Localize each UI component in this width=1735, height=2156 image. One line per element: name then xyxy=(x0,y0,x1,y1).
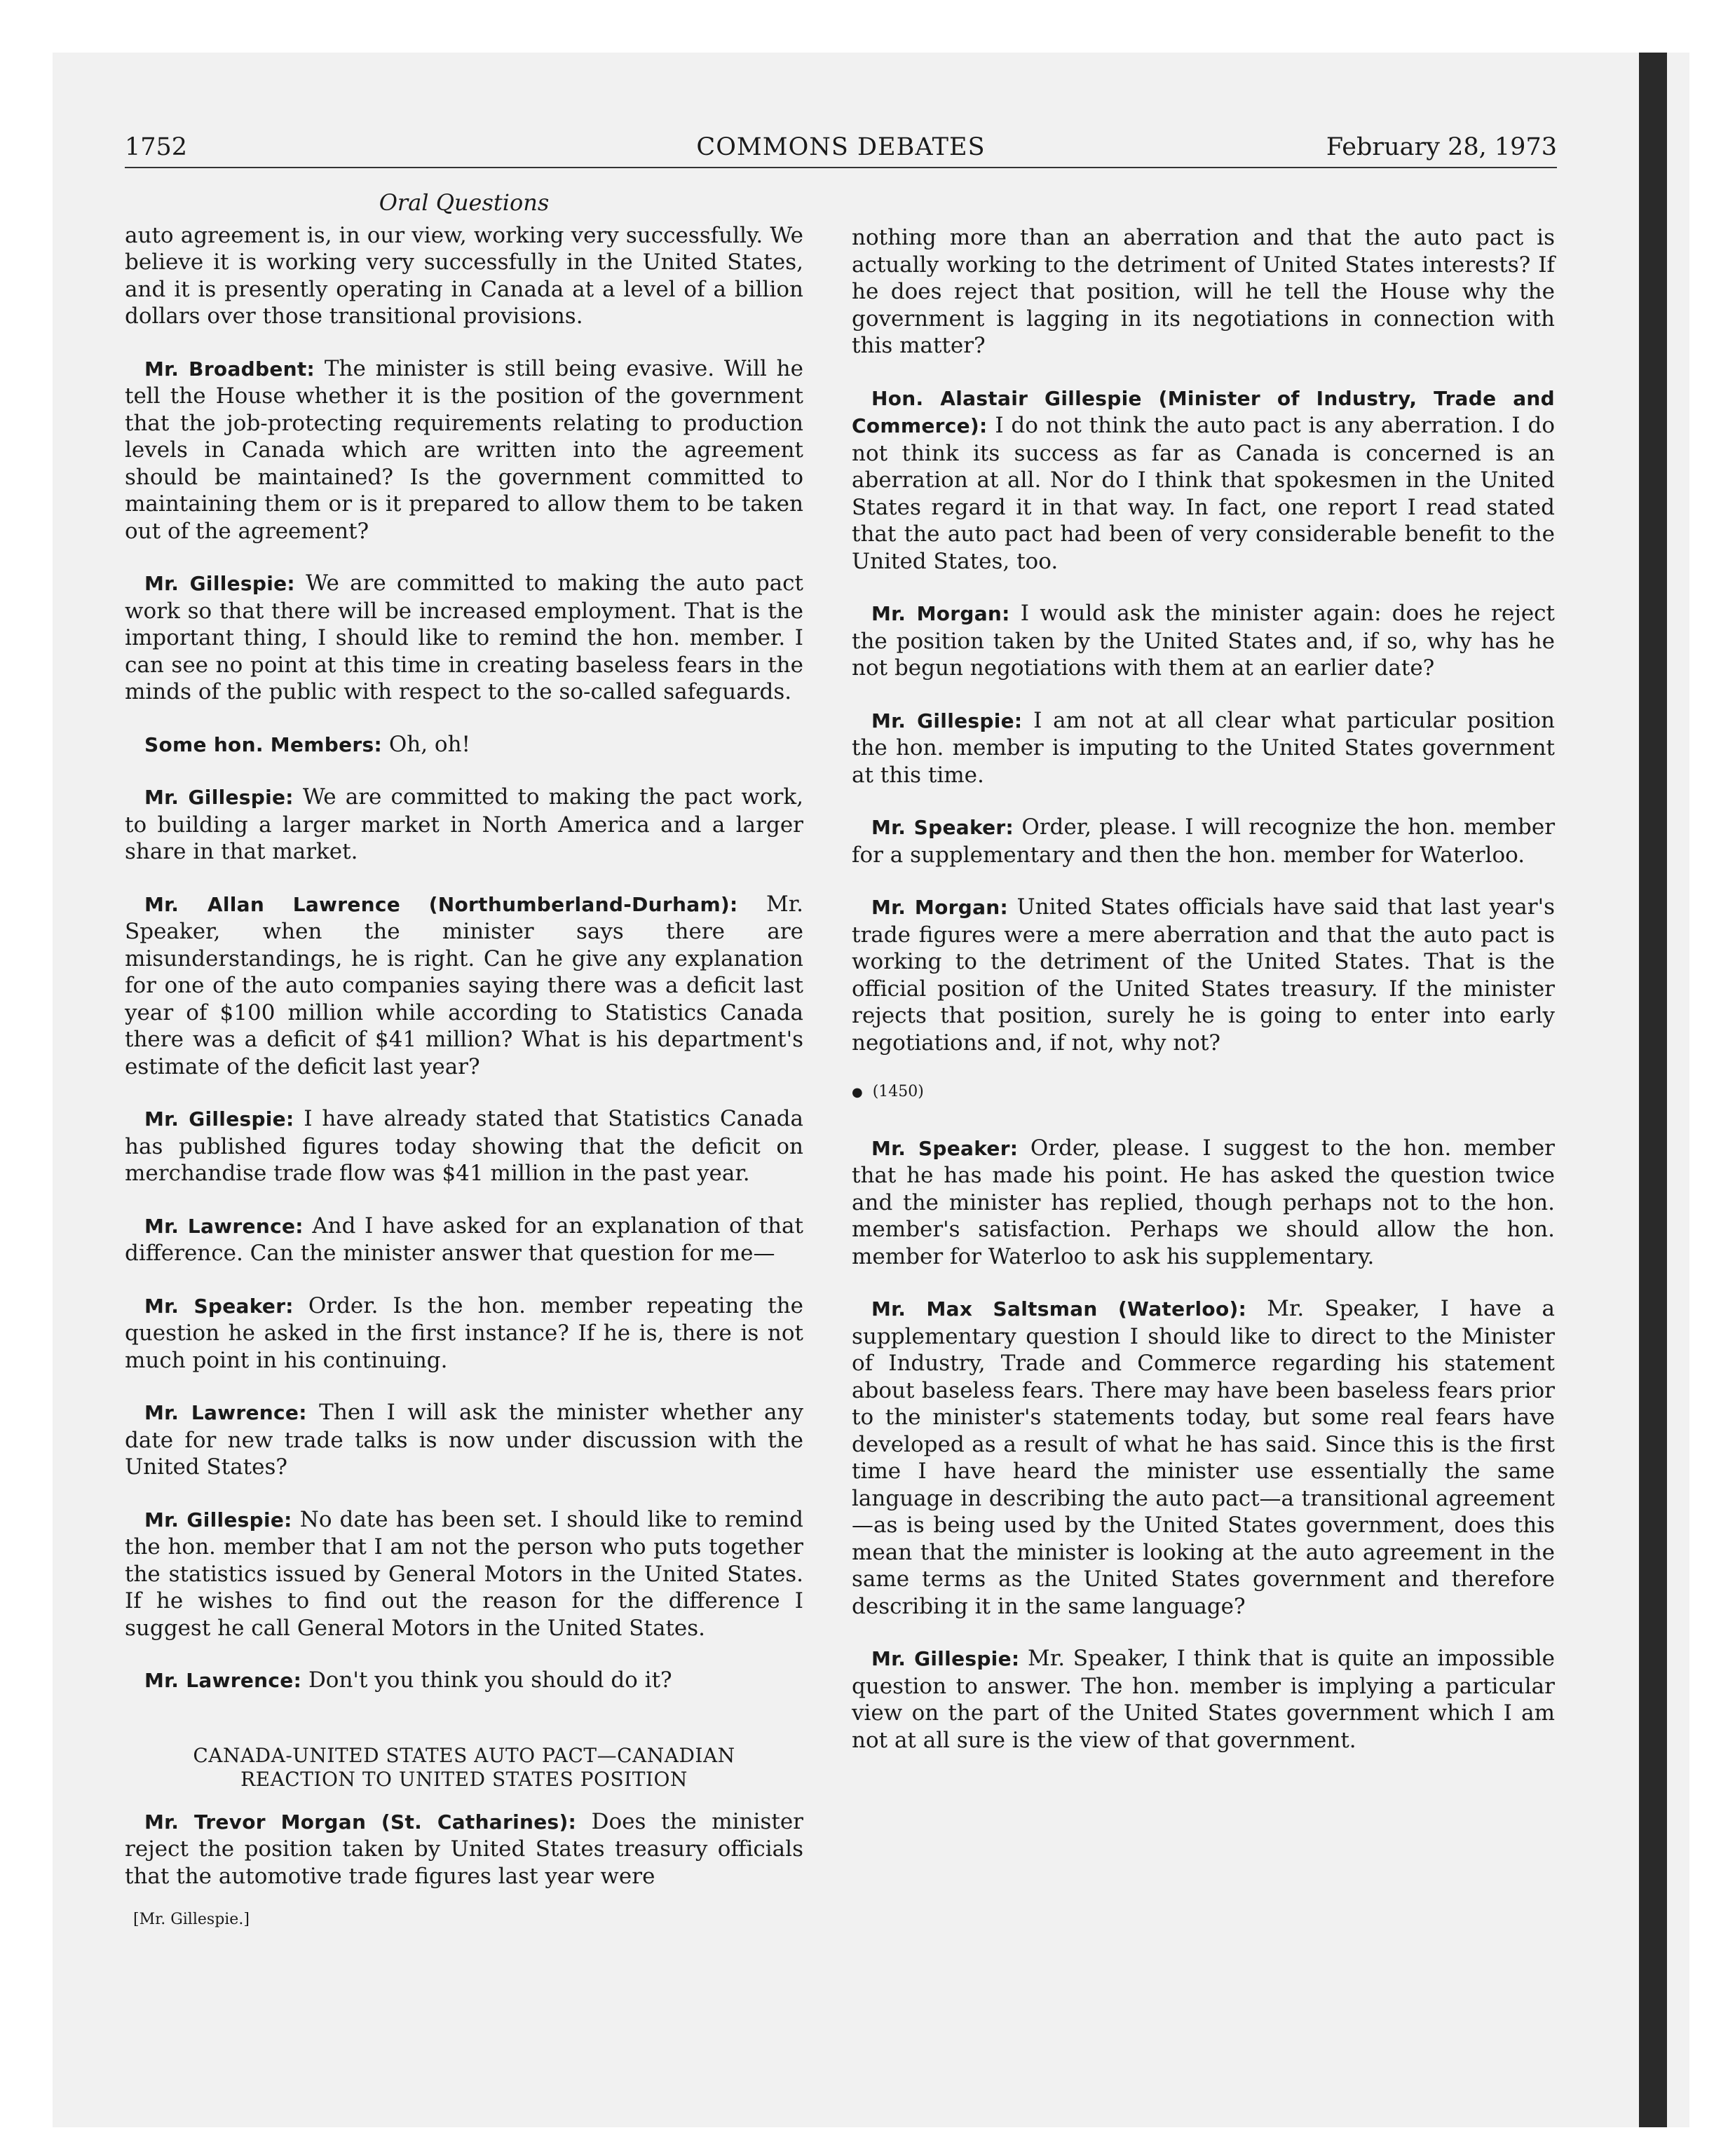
speech-text: And I have asked for an explanation of that difference. Can the minister answer that question for me— xyxy=(125,1213,804,1266)
footer-note: [Mr. Gillespie.] xyxy=(133,1911,250,1928)
speech-text: I do not think the auto pact is any aberration. I do not think its success as far as Canada is concerned is an aberration at all. Nor do I think that spokesmen in the United States regard it in that way. In fact, one report I read stated that the auto pact had been of very considerable benefit to the United States, too. xyxy=(852,413,1555,574)
speech-paragraph xyxy=(125,1808,803,1890)
speech-text: No date has been set. I should like to remind the hon. member that I am not the person who puts together the statistics issued by General Motors in the United States. If he wishes to find out the reason for the difference I suggest he call General Motors in the United States. xyxy=(125,1506,803,1641)
scan-edge-bar xyxy=(1639,53,1667,2127)
speaker-name: Mr. Lawrence: xyxy=(144,1669,302,1692)
speaker-name: Mr. Morgan: xyxy=(871,896,1008,919)
speech-paragraph xyxy=(125,891,803,1081)
speech-text: United States officials have said that last year's trade figures were a mere aberration and that the auto pact is working to the detriment of the United States. That is the official position of the United States treasury. If the minister rejects that position, surely he is going to enter into early negotiations and, if not, why not? xyxy=(852,894,1555,1056)
time-marker xyxy=(852,1079,1555,1107)
speaker-name: Mr. Lawrence: xyxy=(144,1214,304,1238)
speech-paragraph xyxy=(852,1135,1555,1271)
speech-paragraph xyxy=(852,224,1555,360)
time-marker-text: (1450) xyxy=(872,1083,924,1100)
speech-text: Mr. Speaker, I think that is quite an impossible question to answer. The hon. member is implying a particular view on the part of the United States government which I am not at all sure is the view of that government. xyxy=(852,1646,1555,1753)
speaker-name: Mr. Speaker: xyxy=(871,1136,1019,1160)
speaker-name: Mr. Lawrence: xyxy=(144,1401,307,1424)
speech-text: Order, please. I will recognize the hon. member for a supplementary and then the hon. member for Waterloo. xyxy=(852,814,1556,868)
speech-text: I would ask the minister again: does he reject the position taken by the United States and, if so, why has he not begun negotiations with them at an earlier date? xyxy=(852,601,1555,681)
speech-text: Order, please. I suggest to the hon. member that he has made his point. He has asked the question twice and the minister has replied, though perhaps not to the hon. member's satisfaction. Perhaps we should allow the hon. member for Waterloo to ask his supplementary. xyxy=(852,1135,1556,1269)
speech-text: I have already stated that Statistics Canada has published figures today showing that the deficit on merchandise trade flow was $41 million in the past year. xyxy=(125,1106,804,1186)
speech-text: We are committed to making the pact work, to building a larger market in North America and a larger share in that market. xyxy=(125,784,803,864)
speaker-name: Some hon. Members: xyxy=(144,732,382,756)
speaker-name: Mr. Gillespie: xyxy=(144,572,295,595)
speech-paragraph xyxy=(125,355,803,545)
speech-paragraph xyxy=(125,1105,803,1187)
speech-text: auto agreement is, in our view, working very successfully. We believe it is working very successfully in the United States, and it is presently operating in Canada at a level of a billion dollars over those transitional provisions. xyxy=(125,222,803,329)
page-header xyxy=(125,133,1557,168)
speech-text: nothing more than an aberration and that the auto pact is actually working to the detriment of United States interests? If he does reject that position, will he tell the House why the government is lagging in its negotiations in connection with this matter? xyxy=(852,225,1555,358)
speech-paragraph xyxy=(852,385,1555,575)
speech-text: The minister is still being evasive. Will he tell the House whether it is the position of the government that the job-protecting requirements relating to production levels in Canada which are written into the agreement should be maintained? Is the government committed to maintaining them or is it prepared to allow them to be taken out of the agreement? xyxy=(125,355,803,544)
speech-paragraph xyxy=(852,814,1555,868)
speech-paragraph xyxy=(852,1295,1555,1620)
speech-paragraph xyxy=(125,784,803,866)
speech-paragraph xyxy=(852,600,1555,682)
speech-text: I am not at all clear what particular position the hon. member is imputing to the United States government at this time. xyxy=(852,707,1556,788)
speech-text: Mr. Speaker, I have a supplementary question I should like to direct to the Minister of Industry, Trade and Commerce regarding his statement about baseless fears. There may have been baseless fears prior to the minister's statements today, but some real fears have developed as a result of what he has said. Since this is the first time I have heard the minister use essentially the same language in describing the auto pact—a transitional agreement—as is being used by the United States government, does this mean that the minister is looking at the auto agreement in the same terms as the United States government and therefore describing it in the same language? xyxy=(852,1296,1556,1619)
speech-text: Don't you think you should do it? xyxy=(308,1667,672,1693)
speech-text: Order. Is the hon. member repeating the question he asked in the first instance? If he is, there is not much point in his continuing. xyxy=(125,1292,804,1373)
speaker-name: Mr. Allan Lawrence (Northumberland-Durham): xyxy=(144,892,738,916)
speech-paragraph xyxy=(125,570,803,706)
speech-paragraph xyxy=(125,1506,803,1642)
speaker-name: Mr. Morgan: xyxy=(871,602,1010,625)
speech-text: We are committed to making the auto pact work so that there will be increased employment. That is the important thing, I should like to remind the hon. member. I can see no point at this time in creating baseless fears in the minds of the public with respect to the so-called safeguards. xyxy=(125,571,804,704)
running-head: Oral Questions xyxy=(379,189,550,216)
speech-paragraph xyxy=(125,222,803,330)
speech-paragraph xyxy=(125,1292,803,1374)
speech-text: Then I will ask the minister whether any date for new trade talks is now under discussion with the United States? xyxy=(125,1400,803,1480)
speaker-name: Mr. Gillespie: xyxy=(871,709,1023,732)
speaker-name: Mr. Broadbent: xyxy=(144,357,315,381)
speech-text: Does the minister reject the position taken by United States treasury officials that the automotive trade figures last year were xyxy=(125,1808,803,1889)
speech-paragraph xyxy=(852,894,1555,1056)
speaker-name: Mr. Gillespie: xyxy=(144,1107,294,1131)
left-column xyxy=(125,189,803,1934)
speaker-name: Mr. Gillespie: xyxy=(871,1647,1020,1670)
publication-title: COMMONS DEBATES xyxy=(696,133,986,161)
right-column xyxy=(852,224,1555,1779)
speaker-name: Hon. Alastair Gillespie (Minister of Industry, Trade and Commerce): xyxy=(852,386,1555,437)
speech-paragraph xyxy=(125,731,803,759)
speaker-name: Mr. Max Saltsman (Waterloo): xyxy=(871,1297,1247,1321)
speech-paragraph xyxy=(125,1213,803,1267)
speech-text: Oh, oh! xyxy=(388,731,470,757)
speaker-name: Mr. Speaker: xyxy=(144,1294,294,1318)
speaker-name: Mr. Trevor Morgan (St. Catharines): xyxy=(144,1810,577,1834)
bullet-icon: ● xyxy=(852,1085,863,1100)
section-heading: CANADA-UNITED STATES AUTO PACT—CANADIAN REACTION TO UNITED STATES POSITION xyxy=(193,1743,735,1791)
publication-date: February 28, 1973 xyxy=(1326,133,1557,161)
page-number: 1752 xyxy=(125,133,188,161)
speech-text: Mr. Speaker, when the minister says there are misunderstandings, he is right. Can he give any explanation for one of the auto companies saying there was a deficit last year of $100 million while according to Statistics Canada there was a deficit of $41 million? What is his department's estimate of the deficit last year? xyxy=(125,891,803,1079)
speaker-name: Mr. Gillespie: xyxy=(144,1508,292,1531)
speech-paragraph xyxy=(852,707,1555,789)
speaker-name: Mr. Speaker: xyxy=(871,816,1014,839)
speech-paragraph xyxy=(125,1667,803,1695)
speaker-name: Mr. Gillespie: xyxy=(144,786,294,809)
speech-paragraph xyxy=(852,1645,1555,1754)
speech-paragraph xyxy=(125,1399,803,1481)
